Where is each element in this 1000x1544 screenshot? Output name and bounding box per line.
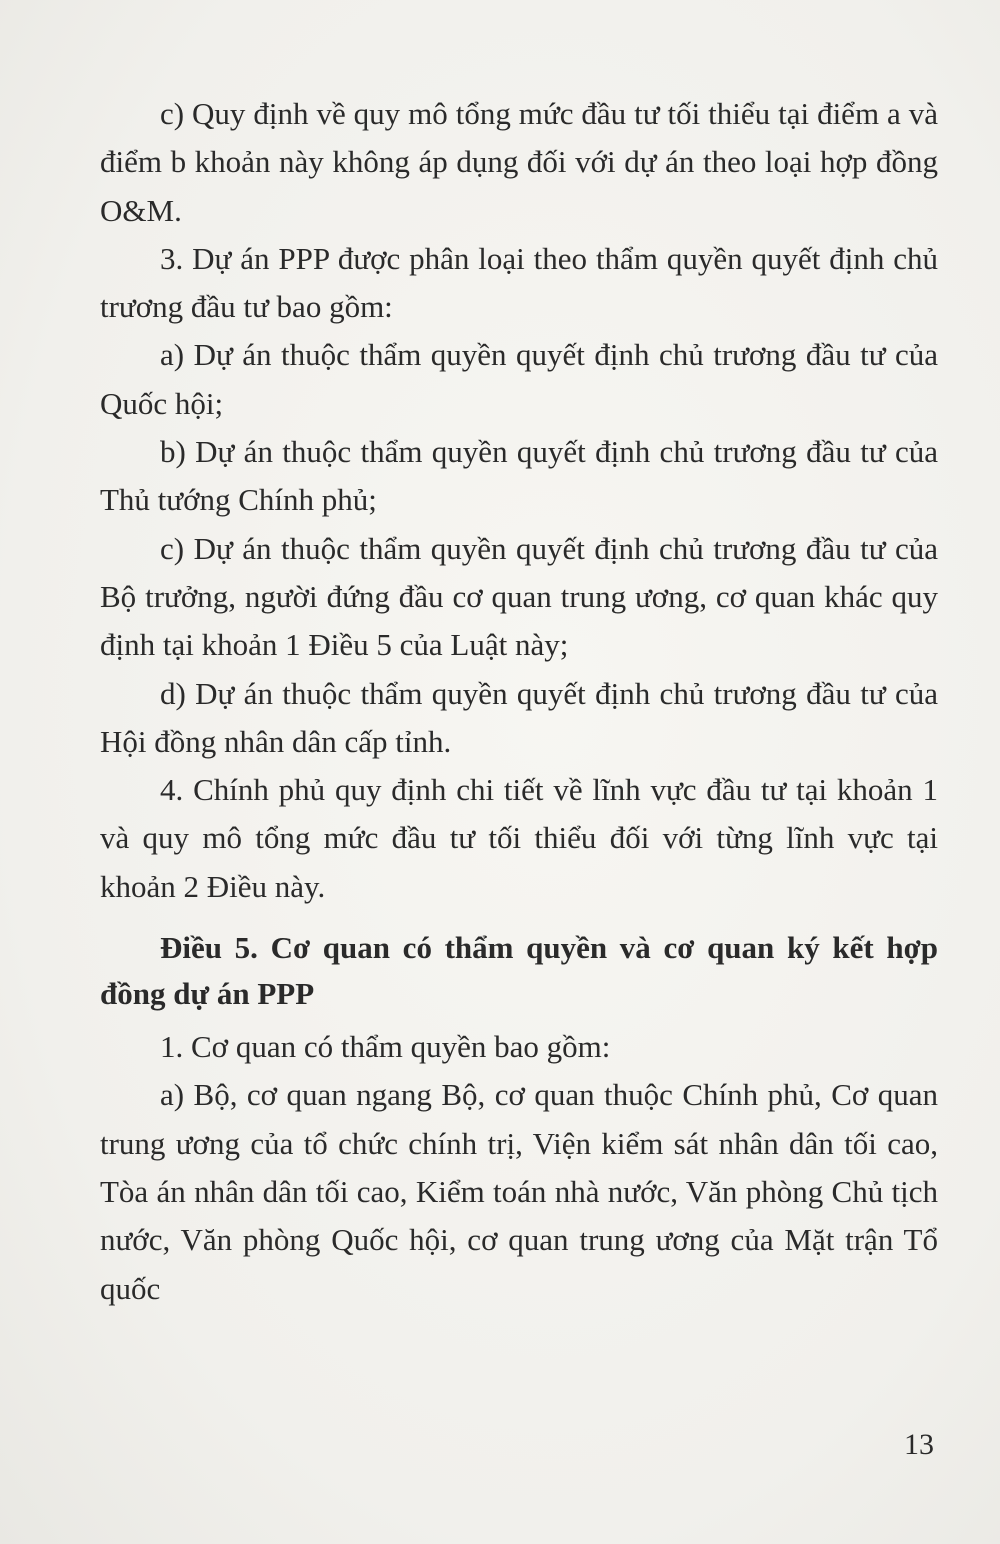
paragraph-3: 3. Dự án PPP được phân loại theo thẩm quyền quyết định chủ trương đầu tư bao gồm: xyxy=(100,240,938,325)
paragraph-3d: d) Dự án thuộc thẩm quyền quyết định chủ trương đầu tư của Hội đồng nhân dân cấp tỉnh. xyxy=(100,675,938,759)
page-content xyxy=(100,90,938,1313)
article-5-paragraph-1a: a) Bộ, cơ quan ngang Bộ, cơ quan thuộc Chính phủ, Cơ quan trung ương của tổ chức chính trị, Viện kiểm sát nhân dân tối cao, Tòa án nhân dân tối cao, Kiểm toán nhà nước, Văn phòng Chủ tịch nước, Văn phòng Quốc hội, cơ quan trung ương của Mặt trận Tổ quốc xyxy=(100,1077,938,1306)
paragraph-2c: c) Quy định về quy mô tổng mức đầu tư tối thiểu tại điểm a và điểm b khoản này không áp dụng đối với dự án theo loại hợp đồng O&M. xyxy=(100,96,938,228)
page-number: 13 xyxy=(904,1428,934,1461)
article-5-heading: Điều 5. Cơ quan có thẩm quyền và cơ quan ký kết hợp đồng dự án PPP xyxy=(100,930,938,1012)
paragraph-3b: b) Dự án thuộc thẩm quyền quyết định chủ trương đầu tư của Thủ tướng Chính phủ; xyxy=(100,434,938,518)
paragraph-3c: c) Dự án thuộc thẩm quyền quyết định chủ trương đầu tư của Bộ trưởng, người đứng đầu cơ quan trung ương, cơ quan khác quy định tại khoản 1 Điều 5 của Luật này; xyxy=(100,530,938,663)
paragraph-3a: a) Dự án thuộc thẩm quyền quyết định chủ trương đầu tư của Quốc hội; xyxy=(100,337,938,421)
paragraph-4: 4. Chính phủ quy định chi tiết về lĩnh vực đầu tư tại khoản 1 và quy mô tổng mức đầu tư tối thiểu đối với từng lĩnh vực tại khoản 2 Điều này. xyxy=(100,772,938,904)
article-5-paragraph-1: 1. Cơ quan có thẩm quyền bao gồm: xyxy=(160,1029,611,1065)
